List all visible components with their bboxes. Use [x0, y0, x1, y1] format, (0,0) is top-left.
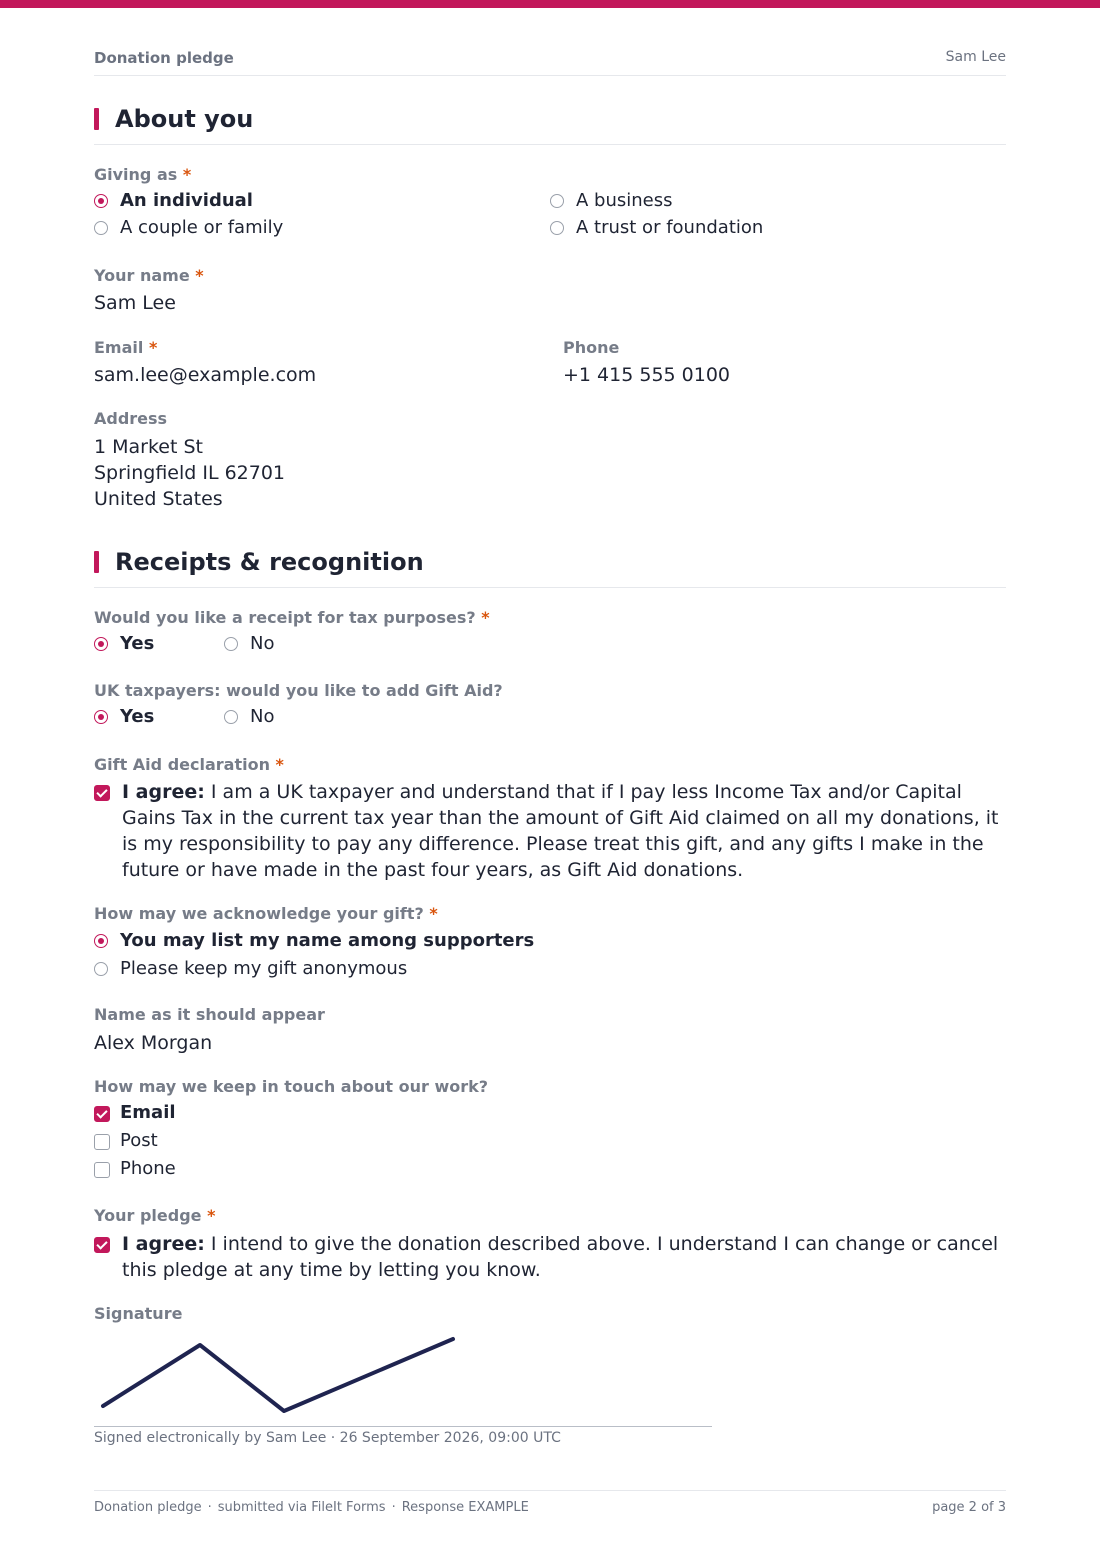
- radio-icon: [550, 221, 564, 235]
- pledge-checkbox[interactable]: [94, 1231, 1006, 1283]
- form-title: Donation pledge: [94, 49, 234, 67]
- page-header: [94, 47, 1006, 76]
- signature-label: Signature: [94, 1304, 183, 1323]
- radio-selected-icon: [94, 194, 108, 208]
- address-line: 1 Market St: [94, 436, 203, 458]
- keep-in-touch-label: How may we keep in touch about our work?: [94, 1077, 489, 1096]
- name-label: Your name *: [94, 266, 204, 285]
- phone-value: +1 415 555 0100: [563, 364, 731, 386]
- section-title: Receipts & recognition: [115, 548, 424, 576]
- radio-icon: [224, 710, 238, 724]
- required-marker: *: [275, 755, 284, 774]
- receipt-label: Would you like a receipt for tax purposes? *: [94, 608, 490, 627]
- page-number: page 2 of 3: [932, 1500, 1006, 1515]
- section-about-you: [94, 102, 1006, 145]
- display-name-value: Alex Morgan: [94, 1032, 213, 1054]
- required-marker: *: [207, 1206, 216, 1225]
- gift-aid-label: UK taxpayers: would you like to add Gift Aid?: [94, 681, 503, 700]
- required-marker: *: [195, 266, 204, 285]
- agree-prefix: I agree:: [122, 781, 205, 803]
- radio-icon: [550, 194, 564, 208]
- section-marker: [94, 108, 99, 130]
- checkbox-icon: [94, 1134, 110, 1150]
- footer-info: Donation pledge · submitted via FileIt Forms · Response EXAMPLE: [94, 1500, 529, 1515]
- name-value: Sam Lee: [94, 292, 176, 314]
- required-marker: *: [148, 338, 158, 357]
- radio-icon: [94, 962, 108, 976]
- page-footer: [94, 1490, 1006, 1521]
- radio-selected-icon: [94, 934, 108, 948]
- giving-as-label: Giving as *: [94, 165, 192, 184]
- acknowledge-label: How may we acknowledge your gift? *: [94, 904, 438, 923]
- pledge-label: Your pledge *: [94, 1206, 216, 1225]
- checkbox-icon: [94, 1162, 110, 1178]
- radio-icon: [224, 637, 238, 651]
- radio-selected-icon: [94, 710, 108, 724]
- radio-icon: [94, 221, 108, 235]
- gift-aid-declaration-label: Gift Aid declaration *: [94, 755, 284, 774]
- required-marker: *: [481, 608, 490, 627]
- display-name-label: Name as it should appear: [94, 1005, 325, 1024]
- agree-prefix: I agree:: [122, 1233, 205, 1255]
- checkbox-checked-icon: [94, 1237, 110, 1253]
- section-receipts-recognition: [94, 545, 1006, 588]
- email-label: Email *: [94, 338, 158, 357]
- phone-label: Phone: [563, 338, 620, 357]
- signature-caption: Signed electronically by Sam Lee · 26 September 2026, 09:00 UTC: [94, 1430, 561, 1446]
- email-value: sam.lee@example.com: [94, 364, 317, 386]
- radio-selected-icon: [94, 637, 108, 651]
- required-marker: *: [429, 904, 438, 923]
- signature-box: [94, 1322, 712, 1427]
- declaration-text: I am a UK taxpayer and understand that if I pay less Income Tax and/or Capital Gains Tax in the current tax year than the amount of Gift Aid claimed on all my donations, it is my responsibility to pay any difference. Please treat this gift, and any gifts I make in the future or have made in the past four years, as Gift Aid donations.: [122, 781, 999, 881]
- required-marker: *: [182, 165, 192, 184]
- signature-image: [94, 1322, 712, 1426]
- address-line: Springfield IL 62701: [94, 462, 286, 484]
- signature-stroke: [103, 1339, 453, 1411]
- section-marker: [94, 551, 99, 573]
- checkbox-checked-icon: [94, 1106, 110, 1122]
- gift-aid-declaration-checkbox[interactable]: [94, 779, 1006, 883]
- section-title: About you: [115, 105, 254, 133]
- address-label: Address: [94, 409, 168, 428]
- checkbox-checked-icon: [94, 785, 110, 801]
- pledge-text: I intend to give the donation described above. I understand I can change or cancel this pledge at any time by letting you know.: [122, 1233, 999, 1281]
- accent-top-bar: [0, 0, 1100, 8]
- user-name: Sam Lee: [945, 49, 1006, 65]
- address-line: United States: [94, 488, 223, 510]
